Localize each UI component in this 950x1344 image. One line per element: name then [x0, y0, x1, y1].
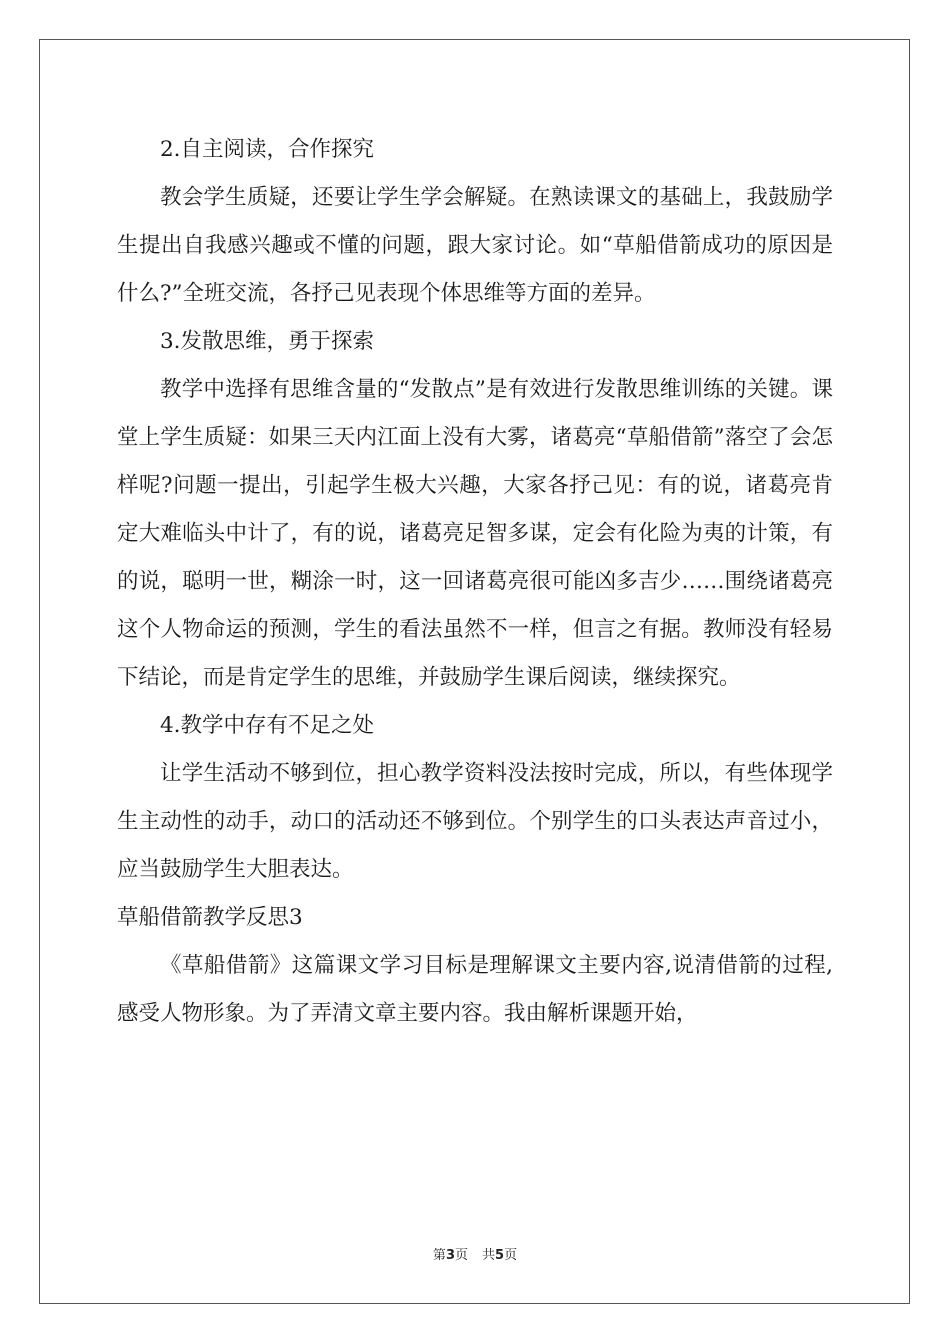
- paragraph-divergent-thinking: 教学中选择有思维含量的“发散点”是有效进行发散思维训练的关键。课堂上学生质疑：如果三天内江面上没有大雾，诸葛亮“草船借箭”落空了会怎样呢?问题一提出，引起学生极大兴趣，大家各抒己见：有的说，诸葛亮肯定大难临头中计了，有的说，诸葛亮足智多谋，定会有化险为夷的计策，有的说，聪明一世，糊涂一时，这一回诸葛亮很可能凶多吉少……围绕诸葛亮这个人物命运的预测，学生的看法虽然不一样，但言之有据。教师没有轻易下结论，而是肯定学生的思维，并鼓励学生课后阅读，继续探究。: [117, 377, 833, 690]
- footer-total-suffix: 页: [504, 1248, 518, 1263]
- document-body: [117, 126, 833, 1038]
- page-footer: [0, 1246, 950, 1266]
- paragraph-questioning: 教会学生质疑，还要让学生学会解疑。在熟读课文的基础上，我鼓励学生提出自我感兴趣或不懂的问题，跟大家讨论。如“草船借箭成功的原因是什么?”全班交流，各抒己见表现个体思维等方面的差异。: [117, 185, 833, 306]
- subheading-divergent-thinking: 3.发散思维，勇于探索: [160, 329, 375, 354]
- footer-page-current: 3: [445, 1248, 455, 1263]
- paragraph-reflection-3: 《草船借箭》这篇课文学习目标是理解课文主要内容,说清借箭的过程,感受人物形象。为了弄清文章主要内容。我由解析课题开始，: [117, 953, 833, 1026]
- footer-page-suffix: 页: [454, 1248, 468, 1263]
- section-title-reflection-3: 草船借箭教学反思3: [117, 905, 303, 930]
- subheading-shortcomings: 4.教学中存有不足之处: [160, 713, 375, 738]
- footer-page-total: 5: [495, 1248, 505, 1263]
- footer-page-prefix: 第: [432, 1248, 446, 1263]
- footer-total-prefix: 共: [482, 1248, 496, 1263]
- paragraph-shortcomings: 让学生活动不够到位，担心教学资料没法按时完成，所以，有些体现学生主动性的动手，动口的活动还不够到位。个别学生的口头表达声音过小，应当鼓励学生大胆表达。: [117, 761, 833, 882]
- subheading-self-reading: 2.自主阅读，合作探究: [160, 137, 375, 162]
